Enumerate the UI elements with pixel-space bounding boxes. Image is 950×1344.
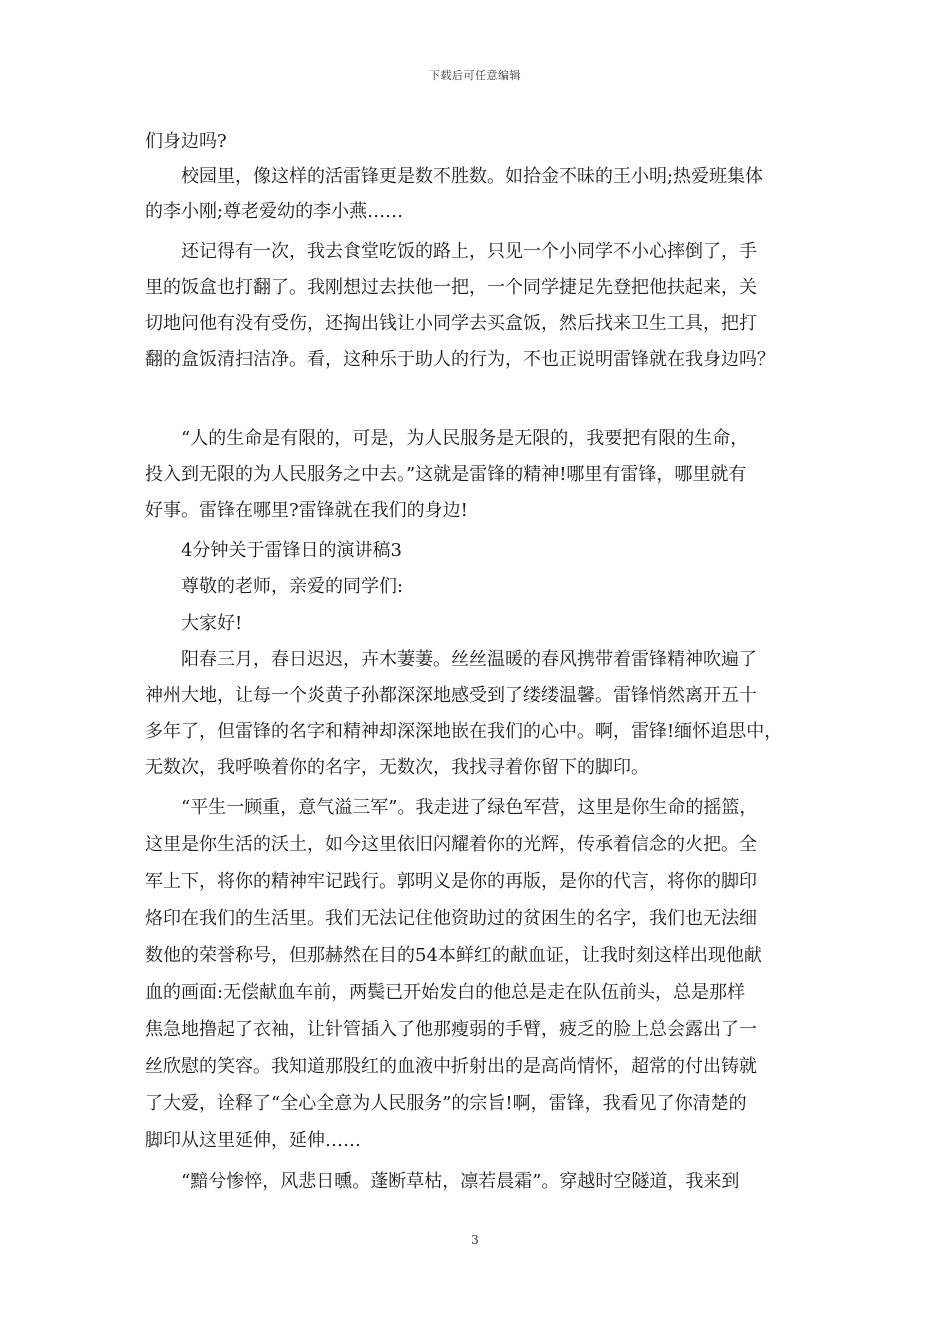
text-line: 脚印从这里延伸，延伸……	[145, 1130, 361, 1151]
text-line: 们身边吗?	[145, 131, 227, 152]
text-line: “黯兮惨悴，风悲日曛。蓬断草枯，凛若晨霜”。穿越时空隧道，我来到	[181, 1171, 740, 1192]
text-line: “人的生命是有限的，可是，为人民服务是无限的，我要把有限的生命，	[181, 428, 749, 449]
text-line: 投入到无限的为人民服务之中去。”这就是雷锋的精神!哪里有雷锋，哪里就有	[145, 464, 747, 485]
text-line: 焦急地撸起了衣袖，让针管插入了他那瘦弱的手臂，疲乏的脸上总会露出了一	[145, 1019, 757, 1040]
text-line: 神州大地，让每一个炎黄子孙都深深地感受到了缕缕温馨。雷锋悄然离开五十	[145, 685, 757, 706]
text-line: 数他的荣誉称号，但那赫然在目的54本鲜红的献血证，让我时刻这样出现他献	[145, 945, 762, 966]
section-heading: 4分钟关于雷锋日的演讲稿3	[181, 540, 402, 561]
text-line: 还记得有一次，我去食堂吃饭的路上，只见一个小同学不小心摔倒了，手	[181, 241, 757, 262]
text-line: 了大爱，诠释了“全心全意为人民服务”的宗旨!啊，雷锋，我看见了你清楚的	[145, 1093, 747, 1114]
page-number: 3	[471, 1233, 479, 1247]
text-line: 无数次，我呼唤着你的名字，无数次，我找寻着你留下的脚印。	[145, 757, 649, 778]
text-line: 尊敬的老师，亲爱的同学们:	[181, 576, 404, 597]
text-line: 阳春三月，春日迟迟，卉木萋萋。丝丝温暖的春风携带着雷锋精神吹遍了	[181, 649, 757, 670]
text-line: 烙印在我们的生活里。我们无法记住他资助过的贫困生的名字，我们也无法细	[145, 908, 757, 929]
text-line: 血的画面:无偿献血车前，两鬓已开始发白的他总是走在队伍前头，总是那样	[145, 982, 746, 1003]
text-line: 翻的盒饭清扫洁净。看，这种乐于助人的行为，不也正说明雷锋就在我身边吗？	[145, 349, 775, 370]
text-line: 丝欣慰的笑容。我知道那股红的血液中折射出的是高尚情怀，超常的付出铸就	[145, 1056, 757, 1077]
text-line: 军上下，将你的精神牢记践行。郭明义是你的再版，是你的代言，将你的脚印	[145, 871, 757, 892]
text-line: “平生一顾重，意气溢三军”。我走进了绿色军营，这里是你生命的摇篮，	[181, 797, 758, 818]
text-line: 多年了，但雷锋的名字和精神却深深地嵌在我们的心中。啊，雷锋!缅怀追思中，	[145, 721, 783, 742]
text-line: 里的饭盒也打翻了。我刚想过去扶他一把，一个同学捷足先登把他扶起来，关	[145, 277, 757, 298]
text-line: 这里是你生活的沃土，如今这里依旧闪耀着你的光辉，传承着信念的火把。全	[145, 834, 757, 855]
text-line: 切地问他有没有受伤，还掏出钱让小同学去买盒饭，然后找来卫生工具，把打	[145, 313, 757, 334]
page-header: 下载后可任意编辑	[429, 69, 521, 82]
text-line: 大家好!	[181, 613, 243, 634]
text-line: 校园里，像这样的活雷锋更是数不胜数。如拾金不昧的王小明;热爱班集体	[181, 166, 764, 187]
text-line: 的李小刚;尊老爱幼的李小燕……	[145, 201, 404, 222]
text-line: 好事。雷锋在哪里?雷锋就在我们的身边!	[145, 500, 468, 521]
